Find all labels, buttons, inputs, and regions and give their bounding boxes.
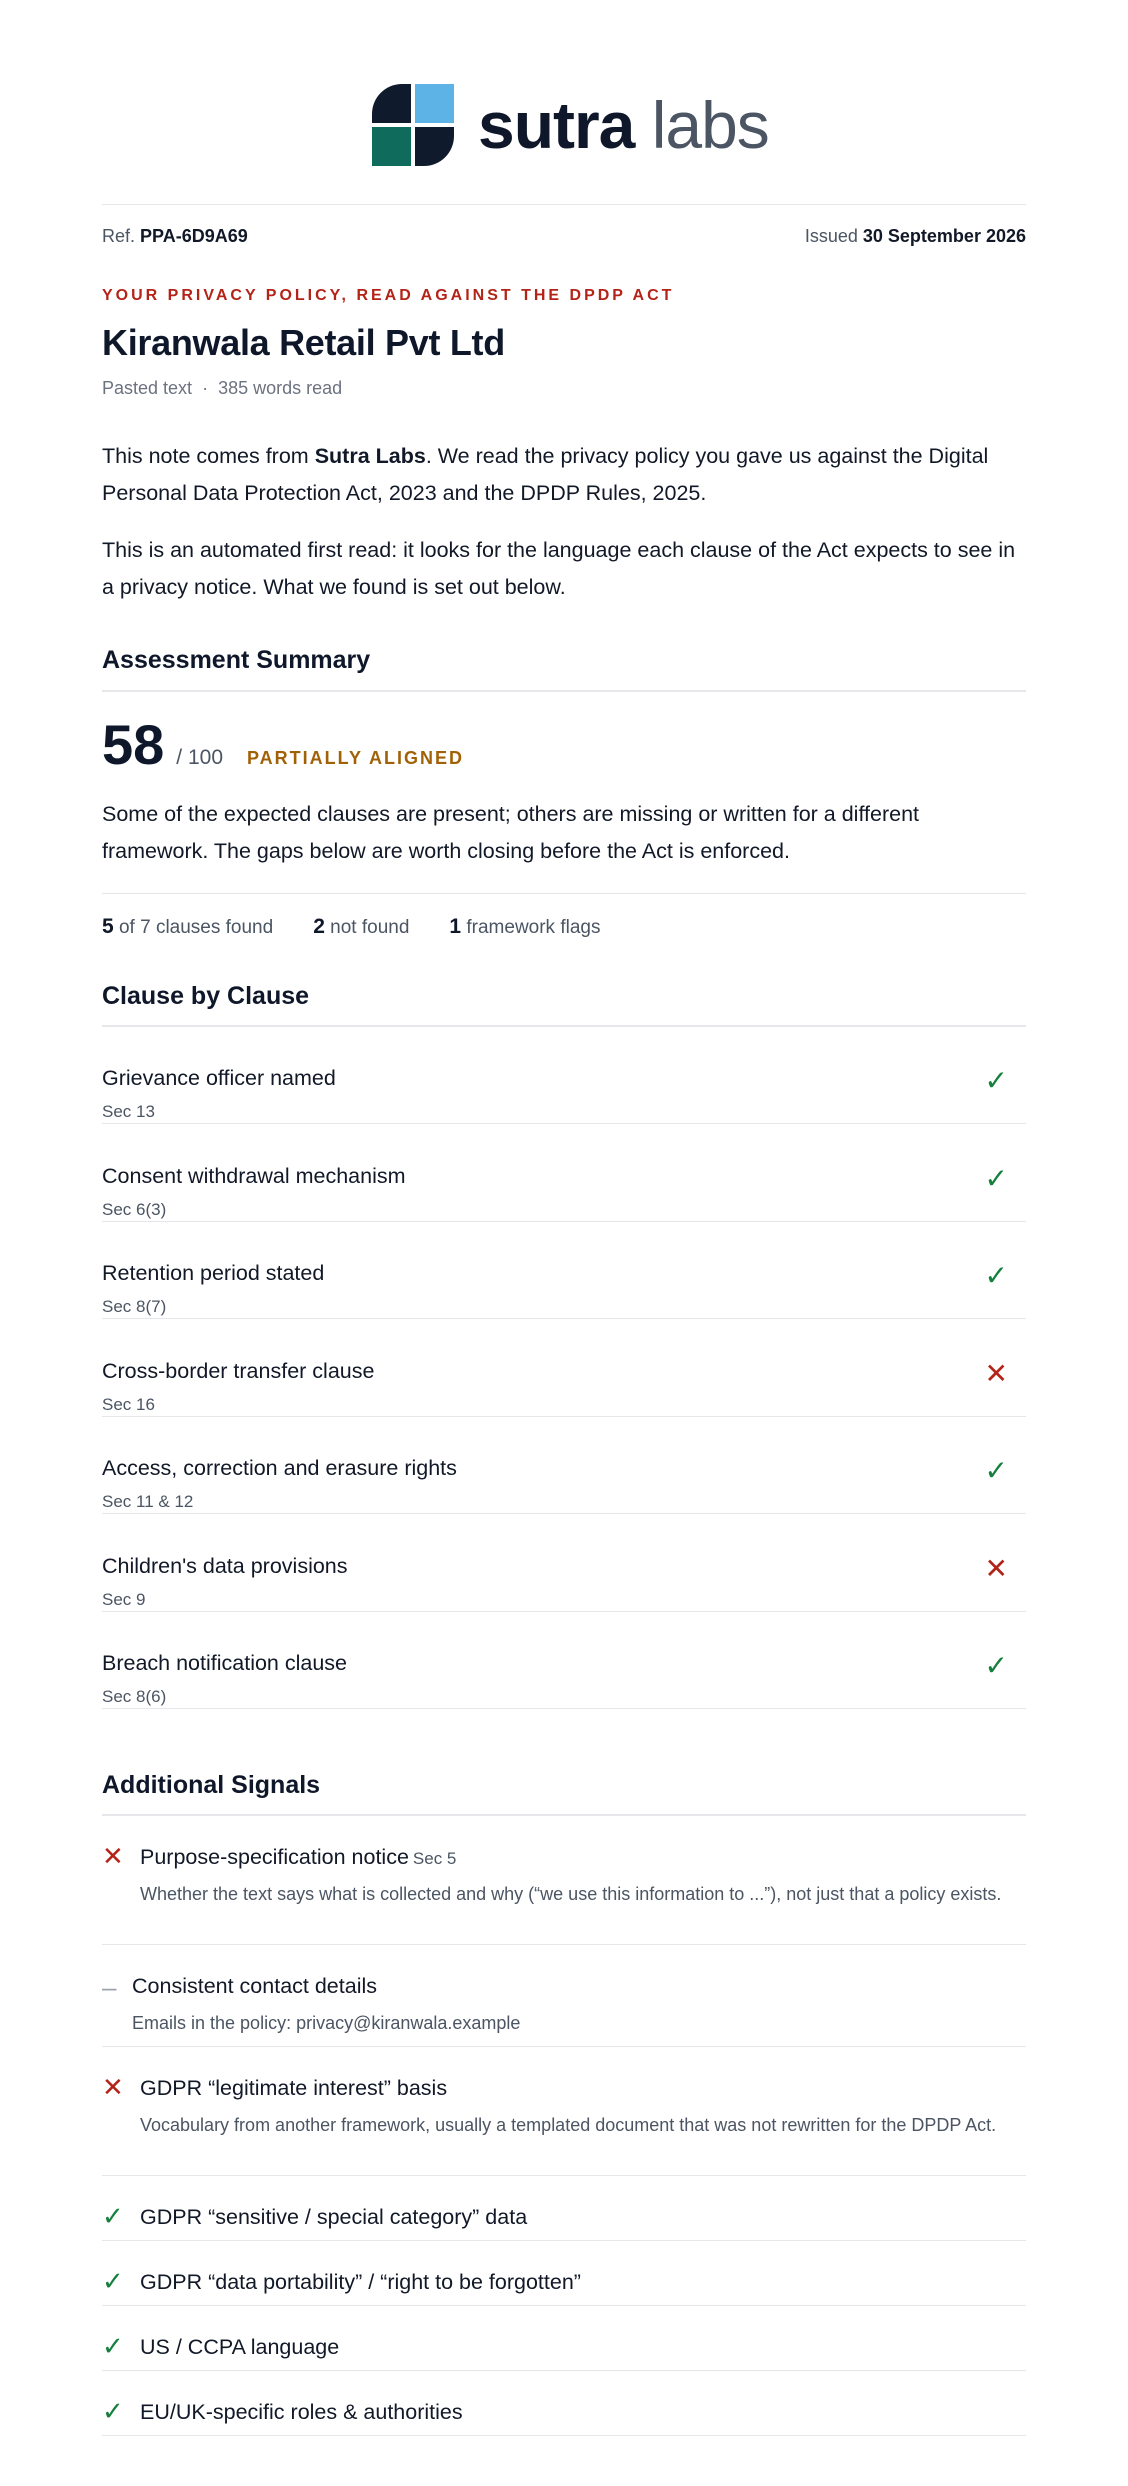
signal-title-text: EU/UK-specific roles & authorities [140, 2400, 463, 2424]
signal-title [140, 2205, 527, 2230]
clause-section: Sec 8(6) [102, 1687, 167, 1706]
clause-row [102, 1416, 1026, 1514]
check-icon: ✓ [984, 1650, 1008, 1681]
summary-description: Some of the expected clauses are present; others are missing or written for a different framework. The gaps below are worth closing before the Act is enforced. [102, 802, 920, 863]
signal-title [140, 2076, 447, 2101]
clause-title: Breach notification clause [102, 1651, 348, 1675]
signal-title-text: GDPR “data portability” / “right to be forgotten” [140, 2270, 581, 2294]
clause-row [102, 1124, 1026, 1222]
clause-title: Access, correction and erasure rights [102, 1456, 457, 1480]
status-badge: PARTIALLY ALIGNED [247, 748, 465, 768]
issued-block [805, 226, 1026, 247]
clause-section: Sec 8(7) [102, 1297, 167, 1316]
check-icon: ✓ [102, 2201, 124, 2231]
divider [102, 204, 1026, 205]
check-icon: ✓ [102, 2331, 124, 2361]
clause-row [102, 1319, 1026, 1417]
stat-label: framework flags [466, 917, 601, 938]
ref-label: Ref. [102, 226, 136, 246]
signal-section: Sec 5 [412, 1849, 457, 1868]
signal-detail: Emails in the policy: privacy@kiranwala.example [132, 2013, 521, 2033]
signal-row [102, 2175, 1026, 2241]
summary-heading: Assessment Summary [102, 646, 371, 674]
check-icon: ✓ [102, 2266, 124, 2296]
source-label: Pasted text [102, 378, 193, 398]
cross-icon: ✕ [984, 1357, 1008, 1389]
check-icon: ✓ [102, 2396, 124, 2426]
cross-icon: ✕ [102, 1841, 124, 1871]
clause-section: Sec 6(3) [102, 1199, 167, 1219]
stat-label: of 7 clauses found [118, 917, 274, 938]
signal-title-text: GDPR “sensitive / special category” data [140, 2205, 528, 2229]
signal-title-text: Consistent contact details [132, 1974, 377, 1998]
stats-row [102, 915, 640, 939]
separator-dot: · [202, 378, 209, 398]
signal-row [102, 1815, 1026, 1945]
check-icon: ✓ [984, 1162, 1008, 1194]
clause-title: Children's data provisions [102, 1553, 348, 1578]
divider [102, 893, 1026, 894]
signal-title [140, 2335, 339, 2360]
intro-text: This note comes from [102, 444, 315, 468]
stat-not-found [313, 915, 409, 939]
signal-title-text: GDPR “legitimate interest” basis [140, 2076, 448, 2100]
word-count: 385 words read [218, 378, 343, 398]
issued-value: 30 September 2026 [862, 226, 1026, 246]
report-kicker: YOUR PRIVACY POLICY, READ AGAINST THE DPDP ACT [102, 287, 675, 304]
stat-label: not found [330, 917, 410, 938]
signal-title-text: Purpose-specification notice [140, 1845, 409, 1869]
clause-title: Consent withdrawal mechanism [102, 1163, 406, 1188]
stat-value: 5 [102, 915, 114, 938]
signal-detail: Vocabulary from another framework, usually a templated document that was not rewritten for the DPDP Act. [140, 2115, 997, 2135]
clause-title: Retention period stated [102, 1261, 325, 1285]
company-name: Kiranwala Retail Pvt Ltd [102, 322, 505, 363]
signal-row [102, 2240, 1026, 2306]
stat-value: 1 [449, 915, 462, 938]
signal-title [132, 1974, 377, 1999]
clause-title: Cross-border transfer clause [102, 1358, 375, 1383]
brand-wordmark [478, 88, 769, 162]
divider [102, 690, 1026, 692]
clause-row [102, 1514, 1026, 1612]
intro-text: . We read the privacy policy you gave us against the Digital Personal Data Protection Act, 2023 and the DPDP Rules, 2025. [102, 444, 989, 505]
clause-title: Grievance officer named [102, 1066, 336, 1090]
clause-section: Sec 9 [102, 1589, 146, 1609]
ref-value: PPA-6D9A69 [140, 226, 248, 246]
score-value: 58 [102, 713, 165, 776]
check-icon: ✓ [984, 1065, 1008, 1096]
intro-brand: Sutra Labs [314, 444, 426, 468]
brand-logo [372, 84, 769, 166]
clause-section: Sec 11 & 12 [102, 1492, 194, 1511]
signals-heading: Additional Signals [102, 1771, 321, 1799]
check-icon: ✓ [984, 1455, 1008, 1486]
issued-label: Issued [804, 226, 858, 246]
signal-row [102, 2046, 1026, 2176]
check-icon: ✓ [984, 1260, 1008, 1291]
cross-icon: ✕ [984, 1552, 1008, 1584]
clause-row [102, 1026, 1026, 1124]
signal-detail: Whether the text says what is collected and why (“we use this information to ...”), not just that a policy exists. [140, 1884, 1002, 1904]
signal-row [102, 1944, 1026, 2047]
clause-section: Sec 16 [102, 1394, 155, 1414]
report-subline [102, 378, 342, 399]
clause-row [102, 1221, 1026, 1319]
signal-row [102, 2370, 1026, 2436]
ref-block [102, 226, 248, 246]
intro-paragraph-1 [102, 438, 1026, 512]
stat-flags [449, 915, 600, 939]
signal-title [140, 2400, 463, 2425]
score-max: / 100 [176, 746, 224, 769]
clause-row [102, 1611, 1026, 1709]
brand-name-bold: sutra [478, 88, 635, 162]
stat-found [102, 915, 273, 939]
clauses-heading: Clause by Clause [102, 982, 310, 1010]
dash-icon: – [102, 1972, 117, 2002]
signal-row [102, 2305, 1026, 2371]
brand-name-light: labs [651, 88, 769, 162]
signal-title-text: US / CCPA language [140, 2335, 340, 2359]
cross-icon: ✕ [102, 2072, 124, 2102]
signal-title [140, 1845, 456, 1870]
clause-section: Sec 13 [102, 1102, 155, 1121]
score-block [102, 712, 464, 777]
meta-row [102, 226, 1026, 247]
intro-paragraph-2: This is an automated first read: it looks for the language each clause of the Act expects to see in a privacy notice. What we found is set out below. [102, 538, 1016, 599]
signal-title [140, 2270, 581, 2295]
stat-value: 2 [313, 915, 325, 938]
logo-mark-icon [372, 84, 454, 166]
